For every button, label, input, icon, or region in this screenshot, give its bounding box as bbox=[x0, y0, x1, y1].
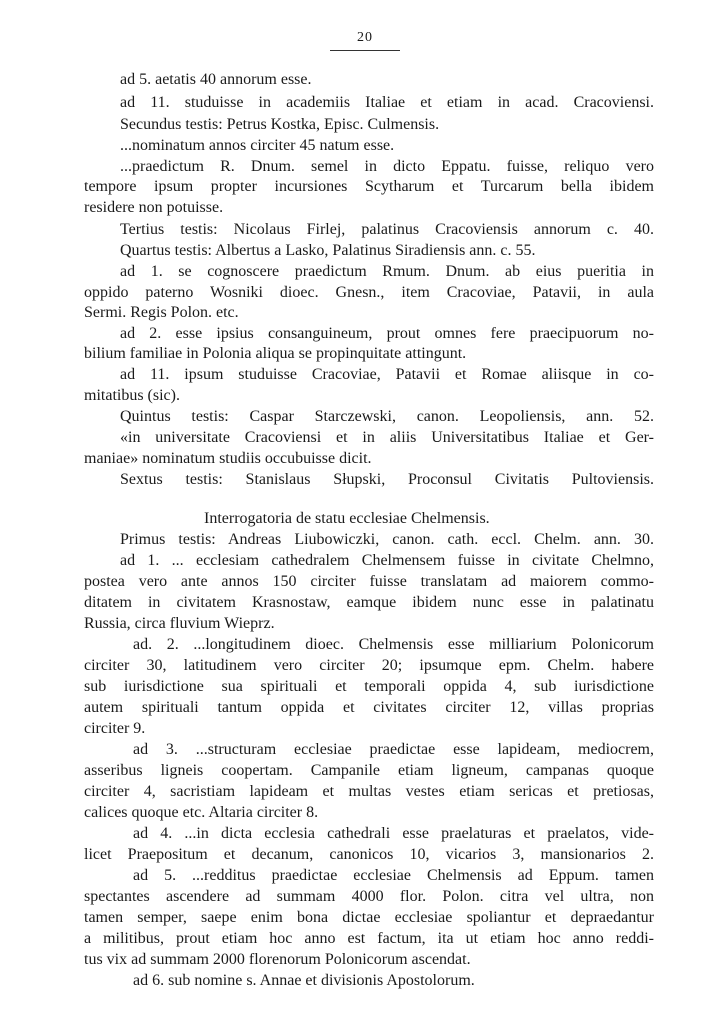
text-line: circiter 9. bbox=[84, 720, 146, 737]
text-line: ad 5. aetatis 40 annorum esse. bbox=[120, 71, 312, 88]
text-line: circiter 4, sacristiam lapideam et multas vestes etiam sericas et pretiosas, bbox=[84, 783, 654, 800]
text-line: «in universitate Cracoviensi et in aliis Universitatibus Italiae et Ger- bbox=[120, 429, 654, 446]
page-number-rule bbox=[330, 50, 400, 51]
text-line: ad 1. ... ecclesiam cathedralem Chelmensem fuisse in civitate Chelmno, bbox=[120, 552, 654, 569]
text-line: tus vix ad summam 2000 florenorum Polonicorum ascendat. bbox=[84, 951, 471, 968]
text-line: calices quoque etc. Altaria circiter 8. bbox=[84, 804, 319, 821]
text-line: Quartus testis: Albertus a Lasko, Palatinus Siradiensis ann. c. 55. bbox=[120, 242, 536, 259]
text-line: ad 11. studuisse in academiis Italiae et etiam in acad. Cracoviensi. bbox=[120, 94, 654, 111]
text-line: Tertius testis: Nicolaus Firlej, palatinus Cracoviensis annorum c. 40. bbox=[120, 221, 654, 238]
text-line: circiter 30, latitudinem vero circiter 20; ipsumque epm. Chelm. habere bbox=[84, 657, 654, 674]
text-line: ad 3. ...structuram ecclesiae praedictae esse lapideam, mediocrem, bbox=[133, 741, 654, 758]
section-heading: Interrogatoria de statu ecclesiae Chelmensis. bbox=[204, 510, 490, 527]
text-line: ad 5. ...redditus praedictae ecclesiae Chelmensis ad Eppum. tamen bbox=[133, 867, 654, 884]
text-line: oppido paterno Wosniki dioec. Gnesn., item Cracoviae, Patavii, in aula bbox=[84, 284, 654, 301]
page-number: 20 bbox=[357, 30, 373, 45]
text-line: ad 4. ...in dicta ecclesia cathedrali esse praelaturas et praelatos, vide- bbox=[133, 825, 654, 842]
text-line: licet Praepositum et decanum, canonicos 10, vicarios 3, mansionarios 2. bbox=[84, 846, 654, 863]
text-line: spectantes ascendere ad summam 4000 flor. Polon. citra vel ultra, non bbox=[84, 888, 654, 905]
text-line: autem spirituali tantum oppida et civitates circiter 12, villas proprias bbox=[84, 699, 654, 716]
text-line: ad. 2. ...longitudinem dioec. Chelmensis esse milliarium Polonicorum bbox=[133, 636, 654, 653]
text-line: tamen semper, saepe enim bona dictae ecclesiae spoliantur et depraedantur bbox=[84, 909, 654, 926]
text-line: Russia, circa fluvium Wieprz. bbox=[84, 615, 275, 632]
text-line: ditatem in civitatem Krasnostaw, eamque ibidem nunc esse in palatinatu bbox=[84, 594, 654, 611]
text-line: Secundus testis: Petrus Kostka, Episc. Culmensis. bbox=[120, 116, 440, 133]
text-line: mitatibus (sic). bbox=[84, 387, 180, 404]
text-line: maniae» nominatum studiis occubuisse dicit. bbox=[84, 450, 372, 467]
text-line: postea vero ante annos 150 circiter fuisse translatam ad maiorem commo- bbox=[84, 573, 654, 590]
text-line: asseribus ligneis coopertam. Campanile etiam ligneum, campanas quoque bbox=[84, 762, 654, 779]
text-line: Sermi. Regis Polon. etc. bbox=[84, 304, 239, 321]
text-line: tempore ipsum propter incursiones Scytharum et Turcarum bella ibidem bbox=[84, 178, 654, 195]
text-line: Primus testis: Andreas Liubowiczki, canon. cath. eccl. Chelm. ann. 30. bbox=[120, 531, 654, 548]
text-line: ad 6. sub nomine s. Annae et divisionis Apostolorum. bbox=[133, 972, 475, 989]
text-line: residere non potuisse. bbox=[84, 199, 224, 216]
text-line: a militibus, prout etiam hoc anno est factum, ita ut etiam hoc anno reddi- bbox=[84, 930, 654, 947]
text-line: Sextus testis: Stanislaus Słupski, Proconsul Civitatis Pultoviensis. bbox=[120, 471, 654, 488]
text-line: ad 1. se cognoscere praedictum Rmum. Dnum. ab eius pueritia in bbox=[120, 263, 654, 280]
text-line: ad 11. ipsum studuisse Cracoviae, Patavii et Romae aliisque in co- bbox=[120, 366, 654, 383]
text-line: bilium familiae in Polonia aliqua se propinquitate attingunt. bbox=[84, 345, 467, 362]
text-line: Quintus testis: Caspar Starczewski, canon. Leopoliensis, ann. 52. bbox=[120, 408, 654, 425]
text-line: sub iurisdictione sua spirituali et temporali oppida 4, sub iurisdictione bbox=[84, 678, 654, 695]
text-line: ad 2. esse ipsius consanguineum, prout omnes fere praecipuorum no- bbox=[120, 325, 654, 342]
text-line: ...praedictum R. Dnum. semel in dicto Eppatu. fuisse, reliquo vero bbox=[120, 158, 654, 175]
text-line: ...nominatum annos circiter 45 natum esse. bbox=[120, 137, 395, 154]
